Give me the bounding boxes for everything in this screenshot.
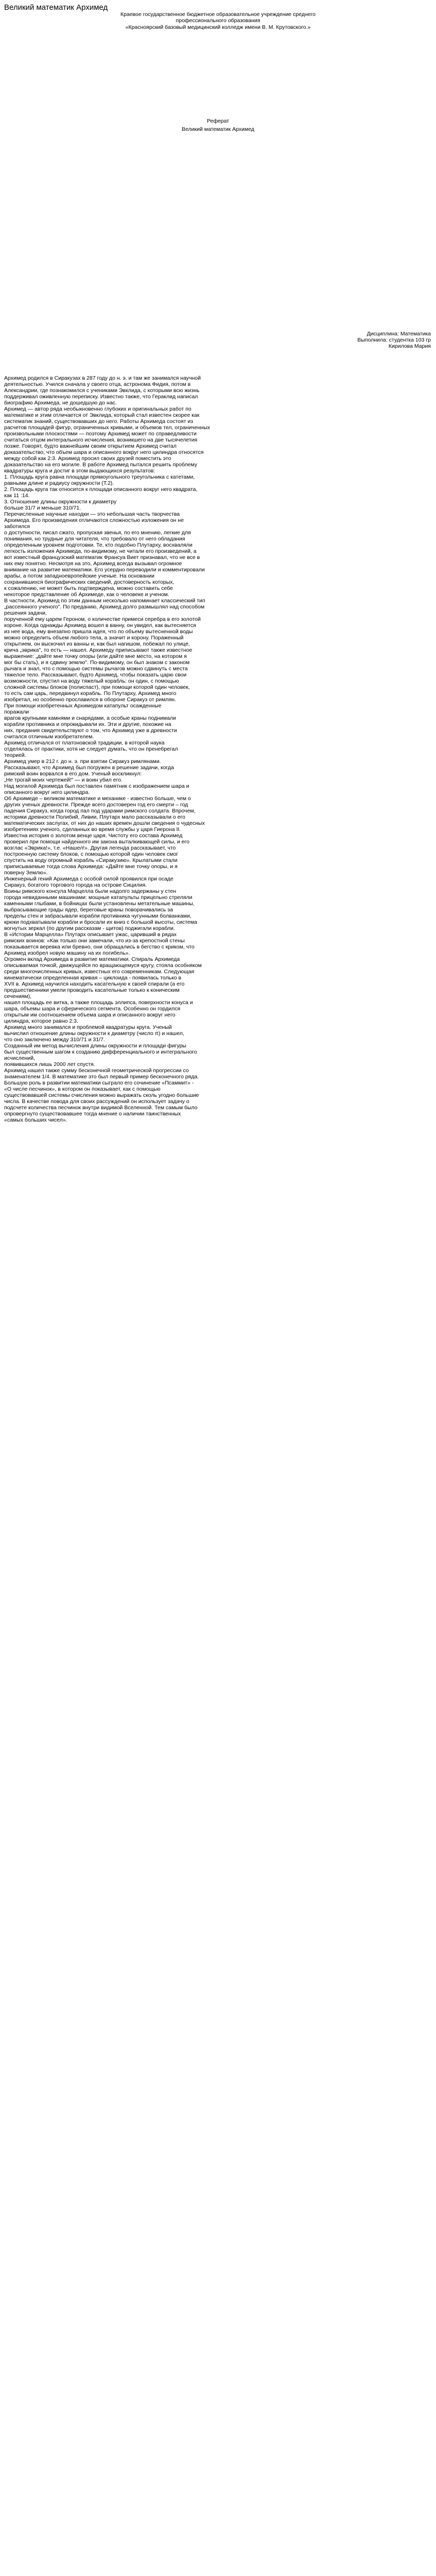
body-text-line: заботился — [4, 523, 30, 530]
body-text-line: Архимед нашел также сумму бесконечной геометрической прогрессии со — [4, 1067, 189, 1074]
body-text-line: приписываемые тогда слова Архимеда: «Дайте мне точку опоры, и я — [4, 863, 178, 870]
body-text-line: Архимед родился в Сиракузах в 287 году до н. э. и там же занимался научной — [4, 375, 201, 381]
document-title: Великий математик Архимед — [4, 3, 108, 12]
body-text-line: доказательство на его могиле. В работе Архимед пытался решить проблему — [4, 462, 198, 468]
body-text-line: понимания, но трудные для читателя, что требовало от него обладания — [4, 536, 185, 542]
body-text-line: возглас «Эврика!», т.е. «Нашел!». Другая легенда рассказывает, что — [4, 845, 176, 851]
body-text-line: корабли противника и опрокидывали их. Эти и другие, похожие на — [4, 721, 171, 727]
body-text-line: Архимед умер в 212 г. до н. э. при взятии Сиракуз римлянами. — [4, 758, 161, 765]
body-text-line: Архимед — автор ряда необыкновенно глубоких и оригинальных работ по — [4, 406, 191, 412]
body-text-line: то есть сам царь, передвинул корабль. По Плутарху, Архимед много — [4, 690, 177, 697]
institution-line-3: «Красноярский базовый медицинский колледж имени В. М. Крутовского.» — [125, 24, 311, 30]
body-text-line: показывается веревка или бревно, они обращались в бегство с криком, что — [4, 944, 195, 950]
body-text-line: „Не трогай моих чертежей!" — и воин убил его. — [4, 777, 123, 783]
body-text-line: описываемая точкой, движущейся по вращающемуся кругу, стояла особняком — [4, 962, 202, 969]
body-text-line: При помощи изобретенных Архимедом катапульт осажденные — [4, 703, 162, 709]
body-text-line: тяжелое тело. Рассказывают, будто Архимед, чтобы показать царю свои — [4, 672, 187, 678]
body-text-line: Александрии, где познакомился с учениками Эвклида, с которыми всю жизнь — [4, 387, 200, 394]
body-text-line: расчетов площадей фигур, ограниченных кривыми, и объемов тел, ограниченных — [4, 425, 211, 431]
body-text-line: между собой как 2:3. Архимед просил своих друзей поместить это — [4, 455, 171, 462]
body-text-line: римский воин ворвался в его дом. Ученый воскликнул: — [4, 771, 142, 777]
body-text-line: короне. Когда однажды Архимед вошел в ванну, он увидел, как вытесняется — [4, 622, 196, 629]
body-text-line: изобретениях ученого, сделанных во время службы у царя Гиерона II. — [4, 826, 181, 833]
body-text-line: открытием, он выскочил из ванны и, как был нагишом, побежал по улице, — [4, 641, 190, 647]
body-text-line: порученной ему царем Героном, о количестве примеси серебра в его золотой — [4, 616, 201, 622]
body-text-line: Большую роль в развитии математики сыграло его сочинение «Псаммит» - — [4, 1080, 194, 1086]
body-text-line: как 11 :14. — [4, 493, 30, 499]
body-text-line: квадратуры круга и достиг в этом выдающихся результатов: — [4, 468, 155, 474]
body-text-line: внимание на развитие математики. Его усердно переводили и комментировали — [4, 567, 205, 573]
body-text-line: города невиданными машинами: мощные катапульты прицельно стреляли — [4, 894, 193, 901]
body-text-line: теорией. — [4, 752, 26, 758]
body-text-line: поражали — [4, 709, 29, 715]
body-text-line: предшественники умели проводить касательные только к коническим — [4, 987, 180, 993]
body-text-line: цилиндра, которое равно 2:3. — [4, 1018, 78, 1024]
body-text-line: Над могилой Архимеда был поставлен памятник с изображением шара и — [4, 783, 189, 789]
body-text-line: римских воинов: «Как только они замечали, что из-за крепостной стены — [4, 938, 185, 944]
body-text-line: Перечисленные научные находки — это небольшая часть творчества — [4, 511, 180, 517]
body-text-line: Созданный им метод вычисления длины окружности и площади фигуры — [4, 1043, 186, 1049]
body-text-line: «О числе песчинок», в котором он показывает, как с помощью — [4, 1086, 161, 1092]
body-text-line: падения Сиракуз, когда город пал под ударами римского солдата. Впрочем, — [4, 808, 196, 814]
body-text-line: крюки подхватывали корабли и бросали их вниз с большой высоты, система — [4, 919, 197, 925]
body-text-line: мог бы стать), и я сдвину землю". По-видимому, он был знаком с законом — [4, 659, 190, 666]
body-text-line: биографию Архимеда, не дошедшую до нас. — [4, 400, 117, 406]
body-text-line: изобретал, но особенно прославился в обороне Сиракуз от римлян. — [4, 697, 176, 703]
report-label: Реферат — [206, 118, 230, 124]
body-text-line: них ему понятно. Несмотря на это, Архимед всегда вызывал огромное — [4, 561, 182, 567]
body-text-line: проверил при помощи найденного им закона выталкивающей силы, и его — [4, 839, 189, 845]
body-text-line: математических заслугах, от них до наших времен дошли сведения о чудесных — [4, 820, 205, 826]
body-text-line: 1. Площадь круга равна площади прямоугольного треугольника с катетами, — [4, 474, 195, 480]
body-text-line: вычислил отношение длины окружности к диаметру (число π) и нашел, — [4, 1030, 184, 1037]
body-text-line: решения задачи, — [4, 610, 47, 616]
body-text-line: Об Архимеде – великом математике и механике - известно больше, чем о — [4, 795, 191, 802]
body-text-line: поверну Землю». — [4, 870, 48, 876]
body-text-line: появившихся лишь 2000 лет спустя. — [4, 1061, 95, 1067]
body-text-line: Известна история о золотом венце царя. Чистоту его состава Архимед — [4, 833, 183, 839]
body-text-line: знаменателем 1/4. В математике это был первый пример бесконечного ряда. — [4, 1074, 199, 1080]
body-text-line: отделялась от практики, хотя не следует думать, что он пренебрегал — [4, 746, 178, 752]
body-text-line: Сиракуз, богатого торгового города на острове Сицилия. — [4, 882, 147, 888]
body-text-line: каменными глыбами, в бойницах были установлены метательные машины, — [4, 901, 195, 907]
body-text-line: Инженерный гений Архимеда с особой силой проявился при осаде — [4, 876, 173, 882]
body-text-line: подсчете количества песчинок внутри видимой Вселенной. Тем самым было — [4, 1105, 198, 1111]
body-text-line: сложной системы блоков (полиспаст), при помощи которой один человек, — [4, 684, 190, 690]
body-text-line: „рассеянного ученого". По преданию, Архимед долго размышлял над способом — [4, 604, 205, 610]
body-text-line: был существенным шагом к созданию дифференциального и интегрального — [4, 1049, 197, 1055]
body-text-line: исчислений, — [4, 1055, 35, 1061]
body-text-line: равными длине и радиусу окружности (Т.2). — [4, 480, 114, 486]
report-title: Великий математик Архимед — [182, 126, 254, 132]
body-text-line: возможности, спустил на воду тяжелый корабль: он один, с помощью — [4, 678, 179, 684]
body-text-line: что оно заключено между 310/71 и 31/7. — [4, 1037, 105, 1043]
body-text-line: Архимеда. Его произведения отличаются сложностью изложения он не — [4, 517, 184, 523]
body-text-line: произвольными плоскостями — поэтому Архимед может по справедливости — [4, 431, 197, 437]
signature-line-2: Выполнила: студентка 103 гр — [357, 337, 431, 343]
body-text-line: Архимед изобрел новую машину на их погибель». — [4, 950, 130, 956]
body-text-line: Архимед отличался от платоновской традиции, в которой наука — [4, 740, 165, 746]
body-text-line: считаться отцом интегрального исчисления, возникшего на две тысячелетия — [4, 437, 198, 443]
body-text-line: них, предания свидетельствуют о том, что Архимед уже в древности — [4, 727, 177, 734]
signature-line-3: Кирилова Мария — [388, 343, 431, 349]
body-text-line: о доступности, писал сжато, пропуская звенья, по его мнению, легкие для — [4, 530, 191, 536]
body-text-line: 3. Отношение длины окружности к диаметру — [4, 499, 117, 505]
body-text-line: других ученых древности. Прежде всего достоверен год его смерти – год — [4, 802, 188, 808]
body-text-line: открытым им соотношением объема шара и описанного вокруг него — [4, 1012, 176, 1018]
body-text-line: существовавшей системы счисления можно выражать сколь угодно большие — [4, 1092, 199, 1098]
body-text-line: сохранившихся биографических сведений, достоверность которых, — [4, 579, 175, 585]
body-text-line: к сожалению, не может быть подтверждена, можно составить себе — [4, 585, 173, 591]
body-text-line: спустить на воду огромный корабль «Сиракузию». Крылатыми стали — [4, 857, 178, 863]
body-text-line: «самых больших чисел». — [4, 1117, 67, 1123]
body-text-line: В «Истории Марцелла» Плутарх описывает ужас, царивший в рядах — [4, 931, 177, 938]
body-text-line: Рассказывают, что Архимед был погружен в решение задачи, когда — [4, 765, 174, 771]
body-text-line: выбрасывающие грады ядер, береговые краны поворачивались за — [4, 907, 173, 913]
body-text-line: нашел площадь ее витка, а также площадь эллипса, поверхности конуса и — [4, 999, 193, 1006]
body-text-line: В частности, Архимед по этим данным несколько напоминает классический тип — [4, 598, 205, 604]
body-text-line: крича „эврика", то есть — нашел. Архимеду приписывают также известное — [4, 647, 193, 653]
body-text-line: арабы, а потом западноевропейские ученые. На основании — [4, 573, 155, 579]
body-text-line: больше 31/7 и меньше 310/71. — [4, 505, 81, 511]
signature-line-1: Дисциплина: Математика — [367, 331, 431, 337]
body-text-line: доказательство, что объем шара и описанного вокруг него цилиндра относятся — [4, 449, 204, 455]
body-text-line: систематик знаний, существовавших до него. Работы Архимеда состоят из — [4, 418, 194, 425]
body-text-line: Архимед много занимался и проблемой квадратуры круга. Ученый — [4, 1024, 172, 1030]
body-text-line: врагов крупными камнями и снарядами, а особые краны поднимали — [4, 715, 176, 721]
body-text-line: выражение: „дайте мне точку опоры (или дайте мне место, на котором я — [4, 653, 187, 659]
body-text-line: кинематически определенная кривая – циклоида - появилась только в — [4, 975, 182, 981]
body-text-line: можно определить объем любого тела, а значит и корону. Пораженный — [4, 635, 184, 641]
body-text-line: шара, объемы шара и сферического сегмента. Особенно он гордился — [4, 1006, 181, 1012]
body-text-line: легкость изложения Архимеда, по-видимому, не читали его произведений, а — [4, 548, 197, 554]
body-text-line: Огромен вклад Архимеда в развитие математики. Спираль Архимеда — [4, 956, 180, 962]
body-text-line: математике и этим отличается от Эвклида, который стал известен скорее как — [4, 412, 200, 418]
body-text-line: позже. Говорят, будто важнейшим своим открытием Архимед считал — [4, 443, 177, 449]
body-text-line: описанного вокруг него цилиндра. — [4, 789, 90, 795]
body-text-line: XVII в. Архимед научился находить касательную к своей спирали (а его — [4, 981, 185, 987]
institution-line-1: Краевое государственное бюджетное образовательное учреждение среднего — [120, 11, 316, 18]
body-text-line: из нее вода, ему внезапно пришла идея, что по объему вытесненной воды — [4, 629, 193, 635]
body-text-line: Воины римского консула Марцелла были надолго задержаны у стен — [4, 888, 177, 894]
body-text-line: считался отличным изобретателем. — [4, 734, 94, 740]
body-text-line: построенную систему блоков, с помощью которой один человек смог — [4, 851, 179, 857]
body-text-line: числа. В качестве повода для своих рассуждений он использует задачу о — [4, 1098, 189, 1105]
body-text-line: поддерживал оживленную переписку. Известно также, что Гераклид написал — [4, 394, 198, 400]
body-text-line: вот известный французский математик Франсуа Виет признавал, что не все в — [4, 554, 200, 561]
institution-line-2: профессионального образования — [176, 18, 260, 24]
body-text-line: рычага и знал, что с помощью системы рычагов можно сдвинуть с места — [4, 666, 188, 672]
body-text-line: деятельностью. Учился сначала у своего отца, астронома Фидия, потом в — [4, 381, 191, 387]
body-text-line: вогнутых зеркал (по другим рассказам - щитов) поджигали корабли. — [4, 925, 175, 931]
body-text-line: некоторое представление об Архимеде, как о человеке и ученом. — [4, 591, 169, 598]
body-text-line: историки древности Полибий, Ливии, Плутарх мало рассказывали о его — [4, 814, 185, 820]
body-text-line: определенным уровнем подготовки. Те, кто подобно Плутарху, восхваляли — [4, 542, 193, 548]
body-text-line: пределы стен и забрасывали корабли противника чугунными болванками, — [4, 913, 191, 919]
body-text-line: опровергнуто существовавшее тогда мнение о наличии таинственных — [4, 1111, 181, 1117]
body-text-line: 2. Площадь круга так относится к площади описанного вокруг него квадрата, — [4, 486, 198, 493]
body-text-line: сечениям), — [4, 993, 32, 999]
body-text-line: среди многочисленных кривых, известных его современникам. Следующая — [4, 969, 195, 975]
